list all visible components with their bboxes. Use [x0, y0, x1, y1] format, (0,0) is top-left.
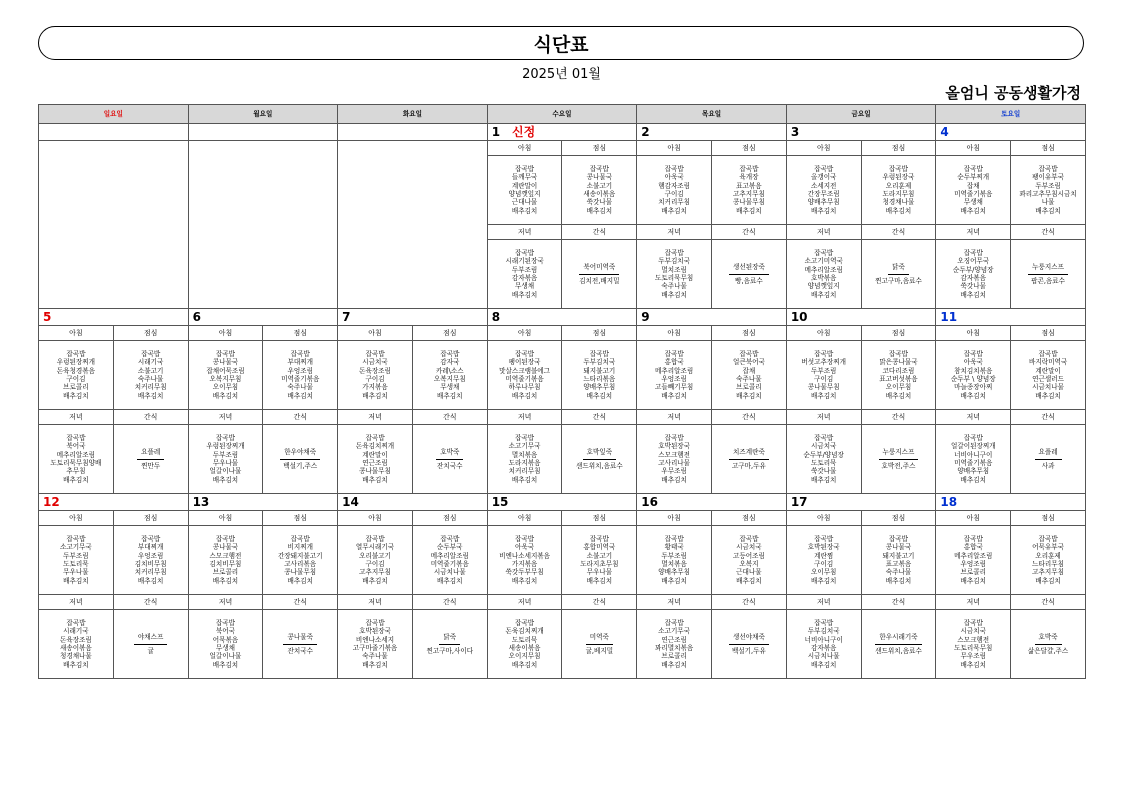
breakfast-menu: 잡곡밥 버섯고추장찌개 두부조림 구이김 콩나물무침 배추김치: [786, 341, 861, 410]
snack-primary: 야채스프: [134, 633, 167, 644]
breakfast-label: 아침: [338, 326, 413, 341]
snack-label: 간식: [861, 595, 936, 610]
snack-secondary: 찐고구마,사이다: [426, 646, 474, 655]
date-cell: [786, 494, 936, 511]
snack-secondary: 삶은달걀,주스: [1027, 646, 1069, 655]
dinner-label: 저녁: [338, 410, 413, 425]
lunch-label: 점심: [562, 141, 637, 156]
date-cell: [487, 124, 637, 141]
empty-date-cell: [338, 124, 488, 141]
snack-menu: [562, 425, 637, 494]
snack-label: 간식: [712, 410, 787, 425]
lunch-menu: 잡곡밥 시금치국 고등어조림 오복지 근대나물 배추김치: [712, 526, 787, 595]
snack-label: 간식: [712, 595, 787, 610]
lunch-menu: 잡곡밥 우렁된장국 오리훈제 도라지무침 청경채나물 배추김치: [861, 156, 936, 225]
dinner-menu: 잡곡밥 오징어무국 순두부/양념장 감자볶음 쑥갓나물 배추김치: [936, 240, 1011, 309]
snack-menu: [412, 610, 487, 679]
snack-menu: [562, 610, 637, 679]
lunch-menu: 잡곡밥 순두부국 메추리알조림 미역줄기볶음 시금치나물 배추김치: [412, 526, 487, 595]
date-number: 4: [940, 124, 949, 139]
date-cell: [338, 494, 488, 511]
date-number: 5: [43, 309, 52, 324]
snack-primary: 생선된장죽: [729, 263, 769, 274]
dinner-label: 저녁: [637, 225, 712, 240]
date-number: 12: [43, 494, 60, 509]
dinner-menu: 잡곡밥 호박된장국 스모크햄전 고사리나물 우무조림 배추김치: [637, 425, 712, 494]
snack-secondary: 귤,베지밀: [585, 646, 614, 655]
snack-label: 간식: [562, 410, 637, 425]
dinner-menu: 잡곡밥 북어국 어묵볶음 무생채 얼갈이나물 배추김치: [188, 610, 263, 679]
breakfast-label: 아침: [487, 326, 562, 341]
snack-primary: 닭죽: [439, 633, 460, 644]
lunch-label: 점심: [412, 326, 487, 341]
date-number: 10: [790, 309, 808, 324]
breakfast-menu: 잡곡밥 팽이된장국 맛살스크램블에그 미역줄기볶음 하루나무침 배추김치: [487, 341, 562, 410]
snack-menu: [113, 425, 188, 494]
snack-secondary: 빵,음료수: [735, 276, 763, 285]
snack-primary: 누룽지스프: [879, 448, 919, 459]
dinner-label: 저녁: [637, 595, 712, 610]
day-header-row: [39, 105, 1086, 124]
date-number: 16: [641, 494, 658, 509]
dinner-label: 저녁: [39, 410, 114, 425]
breakfast-menu: 잡곡밥 아욱국 비엔나소세지볶음 가지볶음 쑥갓두부무침 배추김치: [487, 526, 562, 595]
day-header-4: 수요일: [487, 105, 637, 124]
lunch-menu: 잡곡밥 팽이유부국 두부조림 꽈리고추무침시금치 나물 배추김치: [1011, 156, 1086, 225]
lunch-label: 점심: [263, 511, 338, 526]
snack-secondary: 사과: [1041, 461, 1055, 470]
date-number: 18: [940, 494, 958, 509]
dinner-label: 저녁: [487, 410, 562, 425]
dinner-menu: 잡곡밥 소고기무국 연근조림 꽈리멸치볶음 브로콜리 배추김치: [637, 610, 712, 679]
snack-menu: [113, 610, 188, 679]
snack-secondary: 귤: [147, 646, 154, 655]
page-title: 식단표: [533, 33, 589, 56]
dinner-menu: 잡곡밥 우렁된장찌개 두부조림 무우나물 얼갈이나물 배추김치: [188, 425, 263, 494]
lunch-label: 점심: [861, 511, 936, 526]
week-3-lbl1: [39, 511, 1086, 526]
snack-label: 간식: [113, 410, 188, 425]
week-3-menu1: [39, 526, 1086, 595]
organization-name: 올엄니 공동생활가정: [945, 84, 1081, 102]
lunch-menu: 잡곡밥 부대찌개 우엉조림 미역줄기볶음 숙주나물 배추김치: [263, 341, 338, 410]
breakfast-label: 아침: [786, 326, 861, 341]
dinner-label: 저녁: [786, 410, 861, 425]
snack-menu: [412, 425, 487, 494]
dinner-menu: 잡곡밥 돈육김치찌개 계란말이 연근조림 콩나물무침 배추김치: [338, 425, 413, 494]
lunch-menu: 잡곡밥 얼큰북어국 잡채 숙주나물 브로콜리 배추김치: [712, 341, 787, 410]
day-header-5: 목요일: [637, 105, 787, 124]
lunch-label: 점심: [712, 511, 787, 526]
snack-secondary: 고구마,두유: [731, 461, 766, 470]
snack-primary: 생선야채죽: [729, 633, 769, 644]
date-number: 11: [940, 309, 958, 324]
snack-menu: [562, 240, 637, 309]
snack-secondary: 잔치국수: [437, 461, 463, 470]
snack-secondary: 찐고구마,음료수: [875, 276, 922, 285]
snack-primary: 호박죽: [1035, 633, 1062, 644]
snack-label: 간식: [412, 595, 487, 610]
snack-menu: [712, 610, 787, 679]
lunch-label: 점심: [712, 326, 787, 341]
snack-menu: [263, 425, 338, 494]
date-number: 8: [491, 309, 501, 324]
dinner-label: 저녁: [936, 225, 1011, 240]
date-cell: [39, 309, 189, 326]
day-header-3: 화요일: [338, 105, 488, 124]
snack-menu: [712, 240, 787, 309]
breakfast-menu: 잡곡밥 들깨무국 계란말이 양념깻잎지 근대나물 배추김치: [487, 156, 562, 225]
snack-secondary: 백설기,주스: [283, 461, 318, 470]
snack-label: 간식: [562, 225, 637, 240]
snack-label: 간식: [712, 225, 787, 240]
snack-label: 간식: [412, 410, 487, 425]
breakfast-label: 아침: [936, 141, 1011, 156]
lunch-label: 점심: [263, 326, 338, 341]
breakfast-label: 아침: [39, 326, 114, 341]
dinner-menu: 잡곡밥 시래기된장국 두부조림 감자볶음 무생채 배추김치: [487, 240, 562, 309]
breakfast-label: 아침: [487, 141, 562, 156]
week-2-date: [39, 309, 1086, 326]
breakfast-label: 아침: [39, 511, 114, 526]
snack-secondary: 팝콘,음료수: [1031, 276, 1066, 285]
lunch-menu: 잡곡밥 어묵유부국 오리훈제 느타리무침 고추지무침 배추김치: [1011, 526, 1086, 595]
snack-menu: [712, 425, 787, 494]
breakfast-menu: 잡곡밥 홍합국 메추리알조림 우엉조림 고들빼기무침 배추김치: [637, 341, 712, 410]
date-cell: [188, 309, 338, 326]
snack-primary: 한우시래기죽: [875, 633, 921, 644]
lunch-menu: 잡곡밥 감자국 카레\소스 오복지무침 무생채 배추김치: [412, 341, 487, 410]
lunch-label: 점심: [113, 326, 188, 341]
dinner-label: 저녁: [936, 595, 1011, 610]
snack-menu: [263, 610, 338, 679]
snack-primary: 요플레: [137, 448, 164, 459]
lunch-label: 점심: [1011, 326, 1086, 341]
lunch-label: 점심: [113, 511, 188, 526]
snack-menu: [1011, 425, 1086, 494]
date-number: 15: [491, 494, 509, 509]
breakfast-menu: 잡곡밥 콩나물국 스모크햄전 김치비무침 브로콜리 배추김치: [188, 526, 263, 595]
dinner-label: 저녁: [487, 225, 562, 240]
snack-label: 간식: [1011, 595, 1086, 610]
date-number: 14: [342, 494, 359, 509]
snack-label: 간식: [562, 595, 637, 610]
dinner-menu: 잡곡밥 호박된장국 비엔나소세지 고구마줄기볶음 숙주나물 배추김치: [338, 610, 413, 679]
day-header-7: 토요일: [936, 105, 1086, 124]
breakfast-label: 아침: [637, 141, 712, 156]
snack-primary: 호박죽: [436, 448, 463, 459]
week-2-lbl1: [39, 326, 1086, 341]
snack-secondary: 샌드위치,음료수: [576, 461, 623, 470]
dinner-menu: 잡곡밥 시금치국 스모크햄전 도토리묵무침 무우조림 배추김치: [936, 610, 1011, 679]
breakfast-menu: 잡곡밥 아욱국 참치김치볶음 순두부 \ 양념장 마늘종장아찌 배추김치: [936, 341, 1011, 410]
snack-primary: 누룽지스프: [1028, 263, 1068, 274]
empty-day-cell: [338, 141, 488, 309]
snack-primary: 한우야채죽: [280, 448, 320, 459]
dinner-menu: 잡곡밥 북어국 메추리알조림 도토리묵무침양배 추무침 배추김치: [39, 425, 114, 494]
lunch-label: 점심: [861, 326, 936, 341]
breakfast-label: 아침: [188, 511, 263, 526]
dinner-label: 저녁: [786, 225, 861, 240]
snack-primary: 닭죽: [888, 263, 909, 274]
lunch-menu: 잡곡밥 콩나물국 소불고기 새송이볶음 쑥갓나물 배추김치: [562, 156, 637, 225]
date-cell: [936, 309, 1086, 326]
dinner-menu: 잡곡밥 소고기미역국 메추리알조림 호박볶음 양념깻잎지 배추김치: [786, 240, 861, 309]
snack-label: 간식: [263, 595, 338, 610]
breakfast-menu: 잡곡밥 우렁된장찌개 돈육청경볶음 구이김 브로콜리 배추김치: [39, 341, 114, 410]
date-number: 3: [790, 124, 800, 139]
dinner-label: 저녁: [39, 595, 114, 610]
date-number: 13: [192, 494, 210, 509]
lunch-label: 점심: [861, 141, 936, 156]
snack-secondary: 호박전,주스: [881, 461, 916, 470]
date-cell: [188, 494, 338, 511]
day-header-2: 월요일: [188, 105, 338, 124]
lunch-menu: 잡곡밥 두부김치국 돼지불고기 느타리볶음 양배추무침 배추김치: [562, 341, 637, 410]
date-number: 6: [192, 309, 201, 324]
week-2-lbl2: [39, 410, 1086, 425]
dinner-label: 저녁: [936, 410, 1011, 425]
day-header-1: 일요일: [39, 105, 189, 124]
snack-primary: 요플레: [1035, 448, 1062, 459]
date-number: 1: [491, 124, 501, 139]
snack-primary: 북어미역죽: [579, 263, 619, 274]
breakfast-label: 아침: [786, 141, 861, 156]
lunch-menu: 잡곡밥 부대찌개 우엉조림 김치비무침 치커리무침 배추김치: [113, 526, 188, 595]
snack-label: 간식: [1011, 410, 1086, 425]
dinner-menu: 잡곡밥 두부김치국 너비아니구이 감자볶음 시금치나물 배추김치: [786, 610, 861, 679]
week-2-menu2: [39, 425, 1086, 494]
snack-menu: [861, 610, 936, 679]
lunch-label: 점심: [562, 511, 637, 526]
breakfast-label: 아침: [188, 326, 263, 341]
lunch-label: 점심: [1011, 511, 1086, 526]
title-banner: [38, 26, 1084, 60]
breakfast-menu: 잡곡밥 올갱이국 소세지전 간장무조림 양배추무침 배추김치: [786, 156, 861, 225]
lunch-menu: 잡곡밥 콩나물국 돼지불고기 표고볶음 숙주나물 배추김치: [861, 526, 936, 595]
snack-menu: [1011, 240, 1086, 309]
breakfast-label: 아침: [637, 326, 712, 341]
dinner-label: 저녁: [188, 410, 263, 425]
snack-secondary: 찐만두: [141, 461, 161, 470]
date-cell: [936, 494, 1086, 511]
lunch-label: 점심: [1011, 141, 1086, 156]
dinner-menu: 잡곡밥 소고기무국 멸치볶음 도라지볶음 치커리무침 배추김치: [487, 425, 562, 494]
date-cell: [786, 124, 936, 141]
snack-menu: [861, 240, 936, 309]
date-cell: [637, 494, 787, 511]
dinner-menu: 잡곡밥 시금치국 순두부/양념장 도토리묵 쑥갓나물 배추김치: [786, 425, 861, 494]
snack-label: 간식: [861, 225, 936, 240]
date-cell: [637, 124, 787, 141]
breakfast-label: 아침: [786, 511, 861, 526]
snack-secondary: 백설기,두유: [731, 646, 766, 655]
week-3-lbl2: [39, 595, 1086, 610]
snack-label: 간식: [861, 410, 936, 425]
snack-primary: 콩나물죽: [283, 633, 316, 644]
snack-label: 간식: [263, 410, 338, 425]
date-number: 17: [790, 494, 808, 509]
lunch-menu: 잡곡밥 홍합미역국 소불고기 도라지초무침 무우나물 배추김치: [562, 526, 637, 595]
snack-primary: 미역죽: [586, 633, 613, 644]
empty-day-cell: [188, 141, 338, 309]
breakfast-label: 아침: [338, 511, 413, 526]
dinner-label: 저녁: [487, 595, 562, 610]
breakfast-menu: 잡곡밥 아욱국 햄감자조림 구이김 치커리무침 배추김치: [637, 156, 712, 225]
week-1-date: [39, 124, 1086, 141]
empty-day-cell: [39, 141, 189, 309]
lunch-menu: 잡곡밥 비지찌개 간장돼지불고기 고사리볶음 콩나물무침 배추김치: [263, 526, 338, 595]
lunch-label: 점심: [412, 511, 487, 526]
dinner-label: 저녁: [338, 595, 413, 610]
date-cell: [637, 309, 787, 326]
day-header-6: 금요일: [786, 105, 936, 124]
dinner-label: 저녁: [786, 595, 861, 610]
breakfast-menu: 잡곡밥 소고기무국 두부조림 도토리묵 무우나물 배추김치: [39, 526, 114, 595]
week-3-menu2: [39, 610, 1086, 679]
breakfast-label: 아침: [936, 511, 1011, 526]
week-1-lbl1: [39, 141, 1086, 156]
date-number: 7: [342, 309, 351, 324]
date-number: 2: [641, 124, 650, 139]
meal-calendar: [38, 104, 1086, 679]
empty-date-cell: [39, 124, 189, 141]
snack-primary: 호박잎죽: [583, 448, 616, 459]
dinner-menu: 잡곡밥 얼갈이된장찌개 너비아니구이 미역줄기볶음 양배추무침 배추김치: [936, 425, 1011, 494]
breakfast-menu: 잡곡밥 시금치국 돈육장조림 구이김 가지볶음 배추김치: [338, 341, 413, 410]
breakfast-menu: 잡곡밥 콩나물국 잡채어묵조림 오복지무침 오이무침 배추김치: [188, 341, 263, 410]
lunch-menu: 잡곡밥 맑은콩나물국 코다리조림 표고버섯볶음 오이무침 배추김치: [861, 341, 936, 410]
empty-date-cell: [188, 124, 338, 141]
breakfast-menu: 잡곡밥 홍합국 메추리알조림 우엉조림 브로콜리 배추김치: [936, 526, 1011, 595]
date-cell: [936, 124, 1086, 141]
snack-secondary: 김치전,배지밀: [579, 276, 620, 285]
breakfast-label: 아침: [487, 511, 562, 526]
dinner-label: 저녁: [637, 410, 712, 425]
breakfast-menu: 잡곡밥 호박된장국 계란찜 구이김 오이무침 배추김치: [786, 526, 861, 595]
date-cell: [786, 309, 936, 326]
breakfast-menu: 잡곡밥 열무시래기국 오리불고기 구이김 고추지무침 배추김치: [338, 526, 413, 595]
breakfast-menu: 잡곡밥 황태국 두부조림 멸치볶음 양배추무침 배추김치: [637, 526, 712, 595]
date-cell: [487, 494, 637, 511]
snack-label: 간식: [113, 595, 188, 610]
breakfast-label: 아침: [936, 326, 1011, 341]
dinner-menu: 잡곡밥 시래기국 돈육장조림 새송이볶음 청경채나물 배추김치: [39, 610, 114, 679]
lunch-menu: 잡곡밥 육개장 표고볶음 고추지무침 콩나물무침 배추김치: [712, 156, 787, 225]
period-label: 2025년 01월: [522, 67, 601, 82]
snack-menu: [1011, 610, 1086, 679]
lunch-menu: 잡곡밥 시래기국 소불고기 숙주나물 치커리무침 배추김치: [113, 341, 188, 410]
snack-secondary: 샌드위치,음료수: [875, 646, 922, 655]
snack-menu: [861, 425, 936, 494]
snack-secondary: 잔치국수: [287, 646, 313, 655]
dinner-menu: 잡곡밥 두부김치국 멸치조림 도토리묵무침 숙주나물 배추김치: [637, 240, 712, 309]
lunch-label: 점심: [562, 326, 637, 341]
breakfast-label: 아침: [637, 511, 712, 526]
snack-primary: 치즈계란죽: [729, 448, 769, 459]
week-2-menu1: [39, 341, 1086, 410]
date-cell: [487, 309, 637, 326]
lunch-label: 점심: [712, 141, 787, 156]
holiday-label: 신정: [512, 124, 536, 139]
date-cell: [338, 309, 488, 326]
date-cell: [39, 494, 189, 511]
lunch-menu: 잡곡밥 바지락미역국 계란말이 연근샐러드 시금치나물 배추김치: [1011, 341, 1086, 410]
snack-label: 간식: [1011, 225, 1086, 240]
dinner-menu: 잡곡밥 돈육김치찌개 도토리묵 새송이볶음 오이지무침 배추김치: [487, 610, 562, 679]
date-number: 9: [641, 309, 650, 324]
dinner-label: 저녁: [188, 595, 263, 610]
breakfast-menu: 잡곡밥 순두부찌개 잡채 미역줄기볶음 무생채 배추김치: [936, 156, 1011, 225]
week-3-date: [39, 494, 1086, 511]
